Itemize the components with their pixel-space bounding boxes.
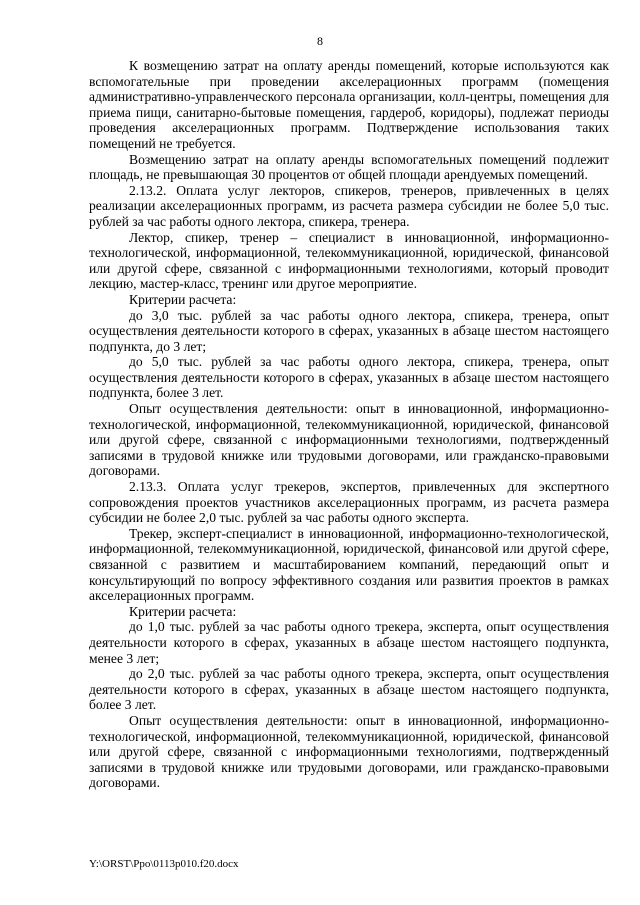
paragraph-2-13-3-trackers: 2.13.3. Оплата услуг трекеров, экспертов, привлеченных для экспертного сопровождения проектов участников акселерационных программ, из расчета размера субсидии не более 2,0 тыс. рублей за час работы одного эксперта. [89, 479, 609, 526]
paragraph-tracker-definition: Трекер, эксперт-специалист в инновационной, информационно-технологической, информационной, телекоммуникационной, юридической, финансовой или другой сфере, связанной с развитием и масштабированием компаний, передающий опыт и консультирующий по вопросу эффективного создания или развития проектов в рамках акселерационных программ. [89, 525, 609, 604]
paragraph-experience-definition: Опыт осуществления деятельности: опыт в инновационной, информационно-технологической, информационной, телекоммуникационной, юридической, финансовой или другой сфере, связанной с информационными технологиями, подтвержденный записями в трудовой книжке или трудовыми договорами, или гражданско-правовыми договорами. [89, 401, 609, 479]
paragraph-experience-definition: Опыт осуществления деятельности: опыт в инновационной, информационно-технологической, информационной, телекоммуникационной, юридической, финансовой или другой сфере, связанной с информационными технологиями, подтвержденный записями в трудовой книжке или трудовыми договорами, или гражданско-правовыми договорами. [89, 712, 609, 791]
paragraph-rent-auxiliary-premises: К возмещению затрат на оплату аренды помещений, которые используются как вспомогательные при проведении акселерационных программ (помещения административно-управленческого персонала организации, колл-центры, помещения для приема пищи, санитарно-бытовые помещения, гардероб, коридоры), подлежат периоды проведения акселерационных программ. Подтверждение использования таких помещений не требуется. [89, 58, 609, 151]
paragraph-lecturer-definition: Лектор, спикер, тренер – специалист в инновационной, информационно-технологической, информационной, телекоммуникационной, юридической, финансовой или другой сфере, связанной с информационными технологиями, который проводит лекцию, мастер-класс, тренинг или другое мероприятие. [89, 229, 609, 292]
paragraph-tracker-criterion-2: до 2,0 тыс. рублей за час работы одного трекера, эксперта, опыт осуществления деятельности которого в сферах, указанных в абзаце шестом настоящего подпункта, более 3 лет. [89, 666, 609, 713]
page-number: 8 [317, 34, 323, 48]
paragraph-lecturer-criterion-2: до 5,0 тыс. рублей за час работы одного лектора, спикера, тренера, опыт осуществления деятельности которого в сферах, указанных в абзаце шестом настоящего подпункта, более 3 лет. [89, 354, 609, 401]
paragraph-2-13-2-lecturers: 2.13.2. Оплата услуг лекторов, спикеров, тренеров, привлеченных в целях реализации акселерационных программ, из расчета размера субсидии не более 5,0 тыс. рублей за час работы одного лектора, спикера, тренера. [89, 182, 609, 229]
paragraph-tracker-criterion-1: до 1,0 тыс. рублей за час работы одного трекера, эксперта, опыт осуществления деятельности которого в сферах, указанных в абзаце шестом настоящего подпункта, менее 3 лет; [89, 619, 609, 666]
document-body [89, 58, 609, 791]
paragraph-criteria-heading: Критерии расчета: [129, 291, 237, 307]
paragraph-criteria-heading: Критерии расчета: [129, 603, 237, 619]
footer-file-path: Y:\ORST\Ppo\0113p010.f20.docx [89, 858, 239, 870]
paragraph-rent-area-limit: Возмещению затрат на оплату аренды вспомогательных помещений подлежит площадь, не превышающая 30 процентов от общей площади арендуемых помещений. [89, 151, 609, 183]
paragraph-lecturer-criterion-1: до 3,0 тыс. рублей за час работы одного лектора, спикера, тренера, опыт осуществления деятельности которого в сферах, указанных в абзаце шестом настоящего подпункта, до 3 лет; [89, 307, 609, 354]
